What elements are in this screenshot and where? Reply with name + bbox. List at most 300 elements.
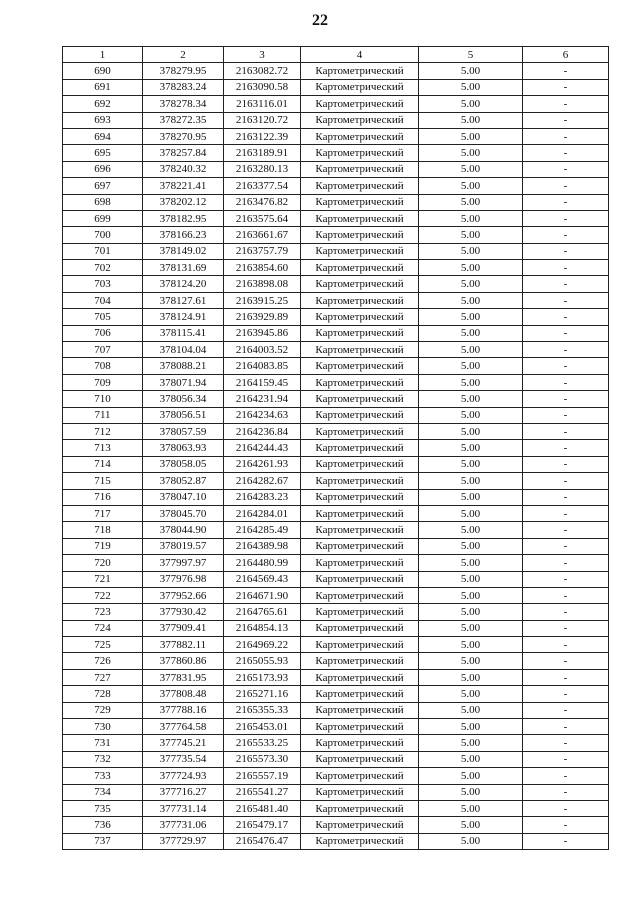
method-cell: Картометрический [301,128,419,144]
accuracy-cell: 5.00 [419,555,523,571]
accuracy-cell: 5.00 [419,358,523,374]
point-number-cell: 701 [63,243,143,259]
point-number-cell: 702 [63,260,143,276]
coordinates-table [62,46,609,850]
description-cell: - [523,374,609,390]
description-cell: - [523,719,609,735]
description-cell: - [523,178,609,194]
description-cell: - [523,800,609,816]
y-coordinate-cell: 2164389.98 [224,538,301,554]
x-coordinate-cell: 378057.59 [143,423,224,439]
method-cell: Картометрический [301,505,419,521]
point-number-cell: 734 [63,784,143,800]
x-coordinate-cell: 377788.16 [143,702,224,718]
column-header-4: 4 [301,47,419,63]
x-coordinate-cell: 378202.12 [143,194,224,210]
accuracy-cell: 5.00 [419,325,523,341]
method-cell: Картометрический [301,686,419,702]
description-cell: - [523,522,609,538]
x-coordinate-cell: 378115.41 [143,325,224,341]
table-row [63,735,609,751]
method-cell: Картометрический [301,194,419,210]
accuracy-cell: 5.00 [419,423,523,439]
x-coordinate-cell: 377909.41 [143,620,224,636]
table-row [63,489,609,505]
accuracy-cell: 5.00 [419,735,523,751]
description-cell: - [523,391,609,407]
point-number-cell: 690 [63,63,143,79]
table-row [63,210,609,226]
point-number-cell: 714 [63,456,143,472]
y-coordinate-cell: 2164480.99 [224,555,301,571]
x-coordinate-cell: 378056.34 [143,391,224,407]
method-cell: Картометрический [301,587,419,603]
table-row [63,194,609,210]
x-coordinate-cell: 377735.54 [143,751,224,767]
description-cell: - [523,669,609,685]
point-number-cell: 713 [63,440,143,456]
method-cell: Картометрический [301,555,419,571]
description-cell: - [523,276,609,292]
accuracy-cell: 5.00 [419,637,523,653]
y-coordinate-cell: 2165055.93 [224,653,301,669]
y-coordinate-cell: 2164234.63 [224,407,301,423]
method-cell: Картометрический [301,702,419,718]
column-header-3: 3 [224,47,301,63]
accuracy-cell: 5.00 [419,391,523,407]
point-number-cell: 712 [63,423,143,439]
description-cell: - [523,407,609,423]
description-cell: - [523,145,609,161]
point-number-cell: 718 [63,522,143,538]
table-header [63,47,609,63]
table-row [63,260,609,276]
accuracy-cell: 5.00 [419,161,523,177]
description-cell: - [523,63,609,79]
point-number-cell: 732 [63,751,143,767]
table-row [63,505,609,521]
description-cell: - [523,292,609,308]
description-cell: - [523,604,609,620]
x-coordinate-cell: 378056.51 [143,407,224,423]
point-number-cell: 720 [63,555,143,571]
description-cell: - [523,653,609,669]
x-coordinate-cell: 378088.21 [143,358,224,374]
accuracy-cell: 5.00 [419,276,523,292]
point-number-cell: 733 [63,768,143,784]
table-row [63,800,609,816]
description-cell: - [523,309,609,325]
y-coordinate-cell: 2163757.79 [224,243,301,259]
accuracy-cell: 5.00 [419,227,523,243]
x-coordinate-cell: 378044.90 [143,522,224,538]
point-number-cell: 735 [63,800,143,816]
point-number-cell: 737 [63,833,143,849]
x-coordinate-cell: 378240.32 [143,161,224,177]
description-cell: - [523,440,609,456]
point-number-cell: 696 [63,161,143,177]
x-coordinate-cell: 377997.97 [143,555,224,571]
x-coordinate-cell: 377882.11 [143,637,224,653]
accuracy-cell: 5.00 [419,489,523,505]
method-cell: Картометрический [301,96,419,112]
method-cell: Картометрический [301,227,419,243]
point-number-cell: 725 [63,637,143,653]
description-cell: - [523,128,609,144]
table-row [63,227,609,243]
table-row [63,620,609,636]
x-coordinate-cell: 378166.23 [143,227,224,243]
description-cell: - [523,112,609,128]
description-cell: - [523,227,609,243]
accuracy-cell: 5.00 [419,817,523,833]
point-number-cell: 721 [63,571,143,587]
description-cell: - [523,735,609,751]
x-coordinate-cell: 377764.58 [143,719,224,735]
description-cell: - [523,210,609,226]
accuracy-cell: 5.00 [419,833,523,849]
table-row [63,96,609,112]
description-cell: - [523,538,609,554]
x-coordinate-cell: 378052.87 [143,473,224,489]
accuracy-cell: 5.00 [419,178,523,194]
table-row [63,571,609,587]
point-number-cell: 709 [63,374,143,390]
accuracy-cell: 5.00 [419,604,523,620]
description-cell: - [523,79,609,95]
method-cell: Картометрический [301,784,419,800]
description-cell: - [523,686,609,702]
method-cell: Картометрический [301,669,419,685]
accuracy-cell: 5.00 [419,374,523,390]
point-number-cell: 715 [63,473,143,489]
description-cell: - [523,768,609,784]
method-cell: Картометрический [301,719,419,735]
point-number-cell: 710 [63,391,143,407]
table-row [63,653,609,669]
method-cell: Картометрический [301,833,419,849]
accuracy-cell: 5.00 [419,63,523,79]
method-cell: Картометрический [301,391,419,407]
table-row [63,637,609,653]
accuracy-cell: 5.00 [419,702,523,718]
y-coordinate-cell: 2163122.39 [224,128,301,144]
table-row [63,391,609,407]
point-number-cell: 730 [63,719,143,735]
y-coordinate-cell: 2164765.61 [224,604,301,620]
y-coordinate-cell: 2164244.43 [224,440,301,456]
description-cell: - [523,505,609,521]
x-coordinate-cell: 378270.95 [143,128,224,144]
description-cell: - [523,325,609,341]
y-coordinate-cell: 2165479.17 [224,817,301,833]
method-cell: Картометрический [301,440,419,456]
table-row [63,784,609,800]
method-cell: Картометрический [301,735,419,751]
accuracy-cell: 5.00 [419,686,523,702]
table-row [63,833,609,849]
y-coordinate-cell: 2165173.93 [224,669,301,685]
point-number-cell: 698 [63,194,143,210]
method-cell: Картометрический [301,79,419,95]
point-number-cell: 717 [63,505,143,521]
method-cell: Картометрический [301,456,419,472]
x-coordinate-cell: 377952.66 [143,587,224,603]
y-coordinate-cell: 2164283.23 [224,489,301,505]
point-number-cell: 697 [63,178,143,194]
accuracy-cell: 5.00 [419,522,523,538]
method-cell: Картометрический [301,817,419,833]
table-row [63,702,609,718]
y-coordinate-cell: 2163377.54 [224,178,301,194]
x-coordinate-cell: 377745.21 [143,735,224,751]
y-coordinate-cell: 2164236.84 [224,423,301,439]
x-coordinate-cell: 377930.42 [143,604,224,620]
table-row [63,243,609,259]
accuracy-cell: 5.00 [419,407,523,423]
table-row [63,128,609,144]
table-body [63,63,609,850]
accuracy-cell: 5.00 [419,210,523,226]
method-cell: Картометрический [301,325,419,341]
y-coordinate-cell: 2164159.45 [224,374,301,390]
table-row [63,522,609,538]
x-coordinate-cell: 377731.06 [143,817,224,833]
accuracy-cell: 5.00 [419,719,523,735]
y-coordinate-cell: 2165557.19 [224,768,301,784]
table-row [63,309,609,325]
y-coordinate-cell: 2163661.67 [224,227,301,243]
description-cell: - [523,358,609,374]
y-coordinate-cell: 2163854.60 [224,260,301,276]
method-cell: Картометрический [301,342,419,358]
point-number-cell: 704 [63,292,143,308]
accuracy-cell: 5.00 [419,128,523,144]
x-coordinate-cell: 378279.95 [143,63,224,79]
accuracy-cell: 5.00 [419,292,523,308]
accuracy-cell: 5.00 [419,145,523,161]
description-cell: - [523,620,609,636]
method-cell: Картометрический [301,292,419,308]
method-cell: Картометрический [301,260,419,276]
method-cell: Картометрический [301,620,419,636]
y-coordinate-cell: 2163476.82 [224,194,301,210]
x-coordinate-cell: 378047.10 [143,489,224,505]
point-number-cell: 719 [63,538,143,554]
accuracy-cell: 5.00 [419,571,523,587]
table-row [63,407,609,423]
accuracy-cell: 5.00 [419,751,523,767]
x-coordinate-cell: 378257.84 [143,145,224,161]
point-number-cell: 694 [63,128,143,144]
table-row [63,604,609,620]
description-cell: - [523,243,609,259]
table-row [63,374,609,390]
table-row [63,63,609,79]
y-coordinate-cell: 2165271.16 [224,686,301,702]
y-coordinate-cell: 2164671.90 [224,587,301,603]
description-cell: - [523,96,609,112]
y-coordinate-cell: 2164284.01 [224,505,301,521]
x-coordinate-cell: 378127.61 [143,292,224,308]
y-coordinate-cell: 2165453.01 [224,719,301,735]
y-coordinate-cell: 2163575.64 [224,210,301,226]
description-cell: - [523,489,609,505]
y-coordinate-cell: 2164285.49 [224,522,301,538]
description-cell: - [523,833,609,849]
accuracy-cell: 5.00 [419,79,523,95]
point-number-cell: 707 [63,342,143,358]
point-number-cell: 700 [63,227,143,243]
point-number-cell: 722 [63,587,143,603]
point-number-cell: 699 [63,210,143,226]
description-cell: - [523,817,609,833]
table-row [63,161,609,177]
x-coordinate-cell: 377724.93 [143,768,224,784]
method-cell: Картометрический [301,358,419,374]
x-coordinate-cell: 378063.93 [143,440,224,456]
x-coordinate-cell: 378182.95 [143,210,224,226]
x-coordinate-cell: 377729.97 [143,833,224,849]
description-cell: - [523,161,609,177]
table-row [63,719,609,735]
description-cell: - [523,423,609,439]
y-coordinate-cell: 2164083.85 [224,358,301,374]
accuracy-cell: 5.00 [419,669,523,685]
point-number-cell: 706 [63,325,143,341]
y-coordinate-cell: 2163945.86 [224,325,301,341]
description-cell: - [523,587,609,603]
x-coordinate-cell: 378131.69 [143,260,224,276]
table-row [63,358,609,374]
x-coordinate-cell: 377976.98 [143,571,224,587]
x-coordinate-cell: 378104.04 [143,342,224,358]
x-coordinate-cell: 378221.41 [143,178,224,194]
point-number-cell: 708 [63,358,143,374]
accuracy-cell: 5.00 [419,800,523,816]
method-cell: Картометрический [301,178,419,194]
header-row [63,47,609,63]
y-coordinate-cell: 2164282.67 [224,473,301,489]
accuracy-cell: 5.00 [419,112,523,128]
x-coordinate-cell: 377808.48 [143,686,224,702]
y-coordinate-cell: 2164969.22 [224,637,301,653]
x-coordinate-cell: 378124.91 [143,309,224,325]
point-number-cell: 716 [63,489,143,505]
point-number-cell: 736 [63,817,143,833]
point-number-cell: 727 [63,669,143,685]
description-cell: - [523,784,609,800]
description-cell: - [523,571,609,587]
x-coordinate-cell: 377860.86 [143,653,224,669]
table-row [63,292,609,308]
method-cell: Картометрический [301,210,419,226]
point-number-cell: 731 [63,735,143,751]
table-row [63,555,609,571]
accuracy-cell: 5.00 [419,96,523,112]
method-cell: Картометрический [301,63,419,79]
method-cell: Картометрический [301,751,419,767]
x-coordinate-cell: 377716.27 [143,784,224,800]
method-cell: Картометрический [301,243,419,259]
y-coordinate-cell: 2163082.72 [224,63,301,79]
point-number-cell: 703 [63,276,143,292]
accuracy-cell: 5.00 [419,587,523,603]
description-cell: - [523,194,609,210]
x-coordinate-cell: 378019.57 [143,538,224,554]
y-coordinate-cell: 2164003.52 [224,342,301,358]
description-cell: - [523,555,609,571]
accuracy-cell: 5.00 [419,440,523,456]
y-coordinate-cell: 2164261.93 [224,456,301,472]
method-cell: Картометрический [301,473,419,489]
accuracy-cell: 5.00 [419,784,523,800]
table-row [63,440,609,456]
y-coordinate-cell: 2165476.47 [224,833,301,849]
method-cell: Картометрический [301,604,419,620]
y-coordinate-cell: 2164231.94 [224,391,301,407]
method-cell: Картометрический [301,112,419,128]
point-number-cell: 705 [63,309,143,325]
table-row [63,145,609,161]
description-cell: - [523,702,609,718]
table-row [63,112,609,128]
method-cell: Картометрический [301,309,419,325]
method-cell: Картометрический [301,768,419,784]
description-cell: - [523,637,609,653]
point-number-cell: 692 [63,96,143,112]
y-coordinate-cell: 2163898.08 [224,276,301,292]
x-coordinate-cell: 378149.02 [143,243,224,259]
method-cell: Картометрический [301,571,419,587]
y-coordinate-cell: 2164854.13 [224,620,301,636]
y-coordinate-cell: 2165533.25 [224,735,301,751]
method-cell: Картометрический [301,407,419,423]
description-cell: - [523,751,609,767]
table-row [63,751,609,767]
table-row [63,342,609,358]
accuracy-cell: 5.00 [419,768,523,784]
point-number-cell: 723 [63,604,143,620]
accuracy-cell: 5.00 [419,620,523,636]
x-coordinate-cell: 378045.70 [143,505,224,521]
description-cell: - [523,260,609,276]
method-cell: Картометрический [301,637,419,653]
point-number-cell: 693 [63,112,143,128]
point-number-cell: 724 [63,620,143,636]
y-coordinate-cell: 2164569.43 [224,571,301,587]
column-header-1: 1 [63,47,143,63]
x-coordinate-cell: 378272.35 [143,112,224,128]
method-cell: Картометрический [301,161,419,177]
y-coordinate-cell: 2163915.25 [224,292,301,308]
point-number-cell: 728 [63,686,143,702]
accuracy-cell: 5.00 [419,342,523,358]
accuracy-cell: 5.00 [419,194,523,210]
table-row [63,276,609,292]
accuracy-cell: 5.00 [419,309,523,325]
point-number-cell: 691 [63,79,143,95]
column-header-2: 2 [143,47,224,63]
x-coordinate-cell: 378058.05 [143,456,224,472]
y-coordinate-cell: 2165355.33 [224,702,301,718]
accuracy-cell: 5.00 [419,473,523,489]
x-coordinate-cell: 378278.34 [143,96,224,112]
method-cell: Картометрический [301,522,419,538]
y-coordinate-cell: 2163090.58 [224,79,301,95]
table-row [63,538,609,554]
description-cell: - [523,456,609,472]
